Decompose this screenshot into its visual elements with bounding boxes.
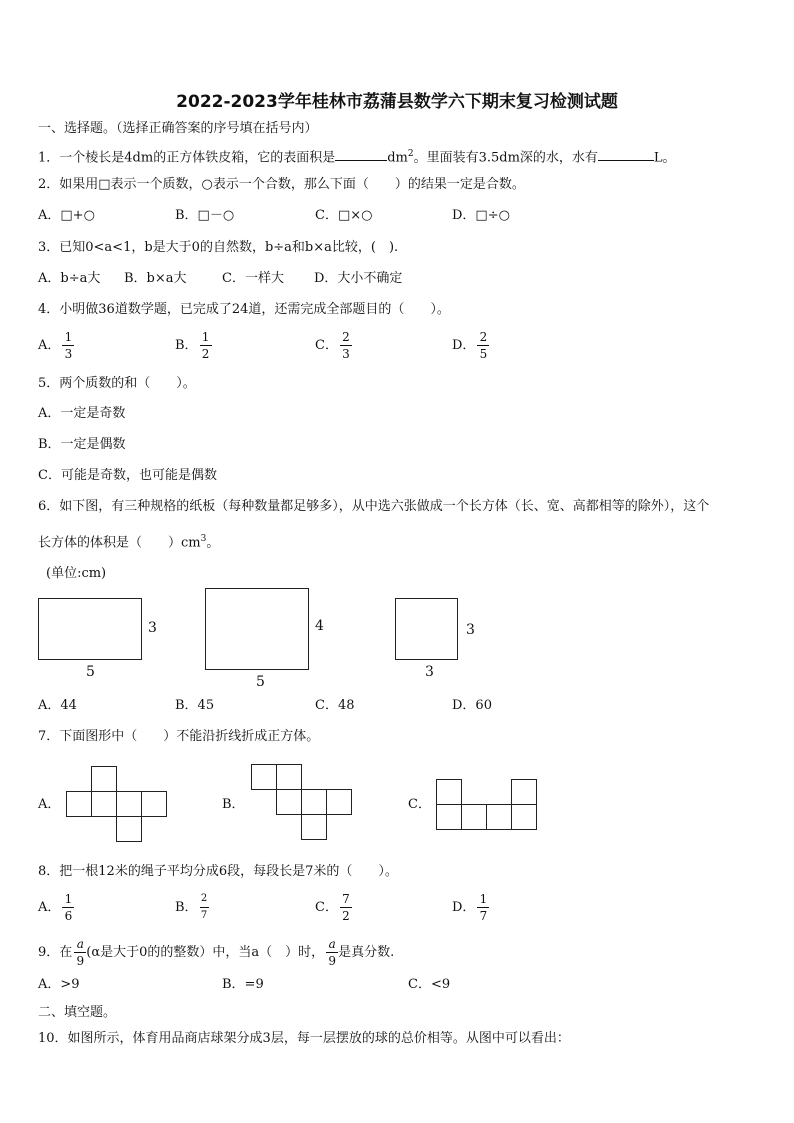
q6-rect-1-width: 5 bbox=[86, 664, 95, 680]
question-8: 8．把一根12米的绳子平均分成6段，每段长是7米的（ ）。 bbox=[38, 864, 398, 879]
question-3: 3．已知0<a<1，b是大于0的自然数，b÷a和b×a比较，( ). bbox=[38, 240, 399, 255]
fraction-denominator: 3 bbox=[342, 347, 350, 361]
question-9 bbox=[38, 937, 394, 968]
question-1 bbox=[38, 145, 676, 167]
q6-option-b[interactable]: B．45 bbox=[175, 698, 215, 713]
q4-option-d-label: D． bbox=[452, 338, 476, 353]
fraction-denominator: 7 bbox=[479, 909, 488, 923]
q1-blank-1[interactable] bbox=[335, 160, 387, 161]
fraction-numerator: 1 bbox=[64, 330, 73, 344]
q9-fraction-2 bbox=[326, 937, 338, 968]
q2-option-d[interactable]: D．□÷○ bbox=[452, 208, 510, 223]
q6-rect-5x3 bbox=[38, 598, 142, 660]
fraction-denominator: 2 bbox=[201, 347, 210, 361]
q8-option-c-label: C． bbox=[315, 900, 338, 915]
q3-option-d[interactable]: D．大小不确定 bbox=[314, 271, 403, 286]
q4-option-b-label: B． bbox=[175, 338, 198, 353]
q4-option-a-fraction bbox=[62, 330, 74, 361]
q9-option-c[interactable]: C．<9 bbox=[408, 977, 451, 992]
q6-text-a: 长方体的体积是（ ）cm bbox=[38, 535, 201, 551]
q8-option-b-fraction bbox=[200, 892, 209, 923]
q4-option-d[interactable] bbox=[452, 330, 489, 361]
fraction-numerator: 1 bbox=[479, 892, 488, 906]
fraction-numerator: a bbox=[76, 937, 84, 951]
q8-option-d-label: D． bbox=[452, 900, 476, 915]
fraction-numerator: 1 bbox=[201, 330, 210, 344]
q8-option-d[interactable] bbox=[452, 892, 489, 923]
q8-option-b[interactable] bbox=[175, 892, 209, 923]
fraction-denominator: 9 bbox=[328, 954, 336, 968]
q4-option-c-label: C． bbox=[315, 338, 338, 353]
fraction-numerator: 1 bbox=[64, 892, 73, 906]
q6-sup: 3 bbox=[200, 534, 207, 544]
question-7: 7．下面图形中（ ）不能沿折线折成正方体。 bbox=[38, 729, 320, 744]
q8-option-c-fraction bbox=[340, 892, 352, 923]
q9-text-b: (α是大于0的的整数）中，当a（ ）时， bbox=[86, 945, 325, 960]
fraction-numerator: 2 bbox=[200, 893, 208, 904]
q9-fraction-1 bbox=[74, 937, 86, 968]
q4-option-c-fraction bbox=[340, 330, 352, 361]
question-10: 10．如图所示，体育用品商店球架分成3层，每一层摆放的球的总价相等。从图中可以看出： bbox=[38, 1031, 570, 1046]
q3-option-b[interactable]: B．b×a大 bbox=[124, 271, 187, 286]
q6-text-b: 。 bbox=[206, 535, 220, 551]
q9-text-c: 是真分数. bbox=[338, 945, 395, 960]
q8-option-a-label: A． bbox=[38, 900, 61, 915]
q6-rect-3-height: 3 bbox=[466, 622, 475, 638]
q5-option-a[interactable]: A．一定是奇数 bbox=[38, 406, 126, 421]
question-5: 5．两个质数的和（ ）。 bbox=[38, 376, 196, 391]
q1-text-d: L。 bbox=[653, 150, 676, 166]
fraction-denominator: 6 bbox=[64, 909, 73, 923]
question-2: 2．如果用□表示一个质数，○表示一个合数，那么下面（ ）的结果一定是合数。 bbox=[38, 177, 525, 192]
q8-option-c[interactable] bbox=[315, 892, 352, 923]
q6-unit-label: (单位:cm) bbox=[46, 566, 107, 581]
q4-option-c[interactable] bbox=[315, 330, 352, 361]
fraction-denominator: 3 bbox=[64, 347, 73, 361]
q6-rect-5x4 bbox=[205, 588, 309, 670]
q6-option-c[interactable]: C．48 bbox=[315, 698, 355, 713]
fraction-denominator: 5 bbox=[479, 347, 488, 361]
q4-option-b[interactable] bbox=[175, 330, 212, 361]
q6-rect-2-height: 4 bbox=[315, 618, 324, 634]
fraction-numerator: 2 bbox=[342, 330, 350, 344]
q9-option-b[interactable]: B．=9 bbox=[222, 977, 264, 992]
q7-option-a-label[interactable]: A． bbox=[38, 797, 61, 812]
q4-option-a[interactable] bbox=[38, 330, 74, 361]
fraction-numerator: 7 bbox=[342, 892, 350, 906]
q4-option-a-label: A． bbox=[38, 338, 61, 353]
q9-text-a: 9．在 bbox=[38, 945, 73, 960]
fraction-denominator: 2 bbox=[342, 909, 350, 923]
q2-option-a[interactable]: A．□+○ bbox=[38, 208, 95, 223]
question-6-line-2 bbox=[38, 530, 219, 552]
question-6-line-1: 6．如下图，有三种规格的纸板（每种数量都足够多），从中选六张做成一个长方体（长、宽、高都相等的除外），这个 bbox=[38, 499, 710, 514]
q1-text-a: 1．一个棱长是4dm的正方体铁皮箱，它的表面积是 bbox=[38, 150, 336, 166]
fraction-numerator: 2 bbox=[479, 330, 488, 344]
q7-option-c-label[interactable]: C． bbox=[408, 797, 431, 812]
q2-option-c[interactable]: C．□×○ bbox=[315, 208, 373, 223]
fraction-numerator: a bbox=[328, 937, 336, 951]
q1-blank-2[interactable] bbox=[598, 160, 654, 161]
q3-option-c[interactable]: C．一样大 bbox=[222, 271, 284, 286]
q6-rect-3-width: 3 bbox=[425, 664, 434, 680]
q8-option-a-fraction bbox=[62, 892, 74, 923]
q8-option-a[interactable] bbox=[38, 892, 74, 923]
section-heading-choice: 一、选择题。（选择正确答案的序号填在括号内） bbox=[38, 121, 318, 136]
q9-option-a[interactable]: A．>9 bbox=[38, 977, 80, 992]
q1-text-b: dm bbox=[387, 150, 408, 166]
q8-option-d-fraction bbox=[477, 892, 489, 923]
q6-rect-3x3 bbox=[395, 598, 458, 660]
q8-option-b-label: B． bbox=[175, 900, 198, 915]
q6-option-d[interactable]: D．60 bbox=[452, 698, 492, 713]
q1-text-c: 。里面装有3.5dm深的水，水有 bbox=[413, 150, 598, 166]
q4-option-b-fraction bbox=[200, 330, 212, 361]
q6-rect-1-height: 3 bbox=[148, 620, 157, 636]
q2-option-b[interactable]: B．□－○ bbox=[175, 208, 235, 223]
page-title: 2022-2023学年桂林市荔蒲县数学六下期末复习检测试题 bbox=[176, 92, 618, 112]
q5-option-b[interactable]: B．一定是偶数 bbox=[38, 437, 126, 452]
fraction-denominator: 9 bbox=[76, 954, 85, 968]
q1-sup: 2 bbox=[407, 149, 414, 159]
q4-option-d-fraction bbox=[477, 330, 489, 361]
q7-option-b-label[interactable]: B． bbox=[222, 797, 245, 812]
section-heading-fill: 二、填空题。 bbox=[38, 1005, 117, 1020]
q3-option-a[interactable]: A．b÷a大 bbox=[38, 271, 101, 286]
question-4: 4．小明做36道数学题，已完成了24道，还需完成全部题目的（ ）。 bbox=[38, 302, 450, 317]
q5-option-c[interactable]: C．可能是奇数，也可能是偶数 bbox=[38, 468, 217, 483]
q6-rect-2-width: 5 bbox=[256, 674, 265, 690]
fraction-denominator: 7 bbox=[200, 910, 208, 921]
q6-option-a[interactable]: A．44 bbox=[38, 698, 77, 713]
